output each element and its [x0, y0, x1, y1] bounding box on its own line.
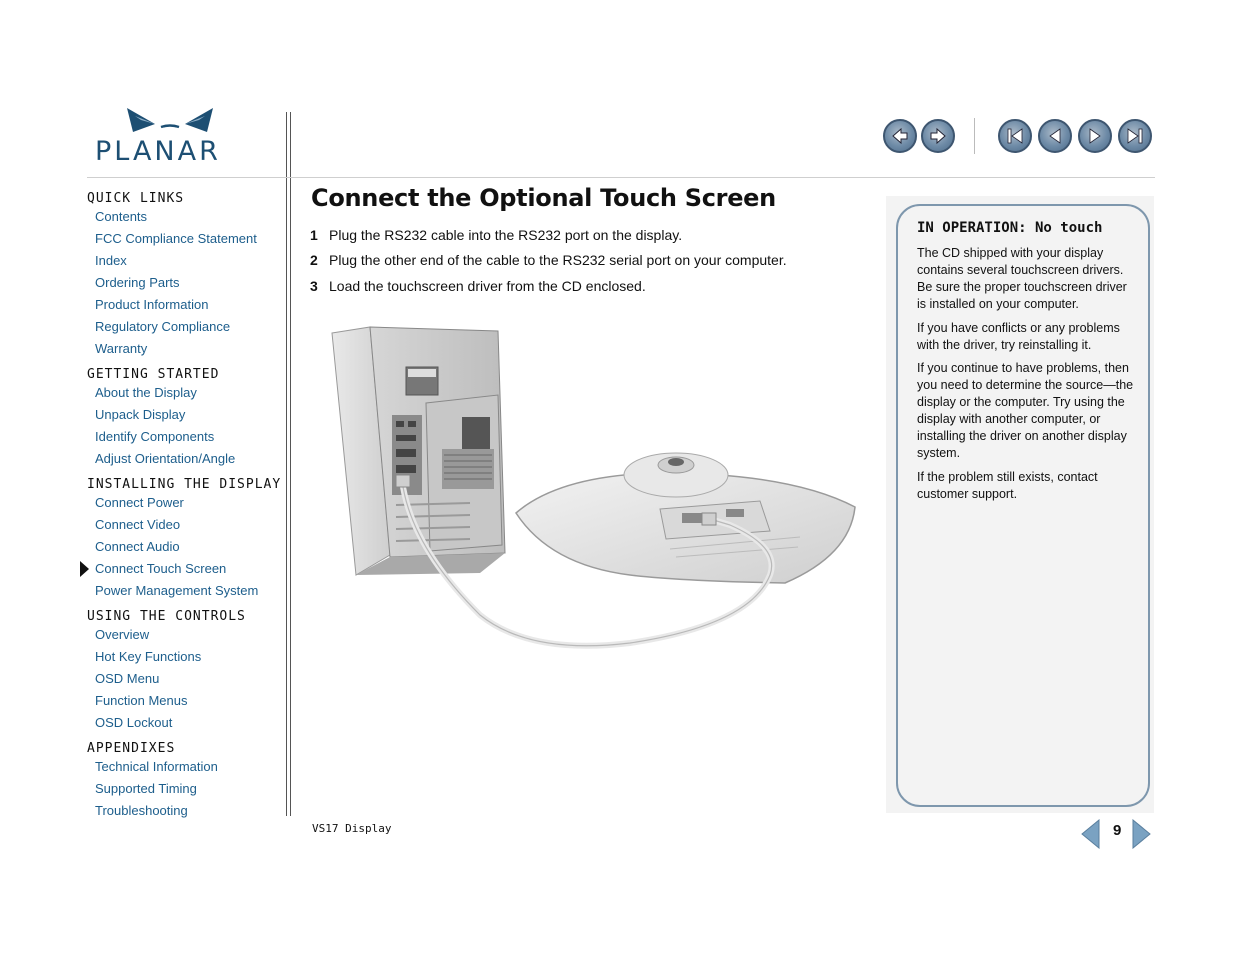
section-heading: QUICK LINKS — [87, 191, 185, 206]
sidebar-link-ordering-parts[interactable]: Ordering Parts — [95, 275, 180, 290]
step-2 — [310, 252, 787, 268]
step-number: 1 — [310, 227, 318, 243]
forward-button[interactable] — [921, 119, 955, 153]
sidebar-link-adjust-orientation[interactable]: Adjust Orientation/Angle — [95, 451, 236, 466]
next-page-arrow-icon[interactable] — [1131, 819, 1151, 849]
arrow-right-icon — [929, 127, 947, 145]
step-text: Plug the other end of the cable to the RS232 serial port on your computer. — [329, 252, 787, 268]
sidebar-link-power-management[interactable]: Power Management System — [95, 583, 259, 598]
nav-section-using-controls — [87, 608, 282, 736]
current-page-marker-icon — [80, 561, 89, 577]
tip-paragraph: If you have conflicts or any problems with the driver, try reinstalling it. — [917, 321, 1120, 352]
nav-section-getting-started — [87, 366, 282, 472]
document-name: VS17 Display — [312, 822, 392, 835]
sidebar-link-technical-information[interactable]: Technical Information — [95, 759, 218, 774]
step-3 — [310, 278, 646, 294]
last-page-button[interactable] — [1118, 119, 1152, 153]
section-heading: INSTALLING THE DISPLAY — [87, 477, 282, 492]
step-number: 2 — [310, 252, 318, 268]
tip-paragraph: If you continue to have problems, then you need to determine the source—the display or the computer. Try using the display with another computer, or installing the driver on another display system. — [917, 361, 1134, 460]
step-1 — [310, 227, 682, 243]
section-heading: GETTING STARTED — [87, 367, 220, 382]
sidebar-link-about-display[interactable]: About the Display — [95, 385, 197, 400]
nav-section-quick-links — [87, 190, 282, 362]
back-button[interactable] — [883, 119, 917, 153]
tip-paragraph: If the problem still exists, contact customer support. — [917, 470, 1098, 501]
header-rule — [87, 177, 1155, 178]
next-page-button[interactable] — [1078, 119, 1112, 153]
nav-section-installing — [87, 476, 282, 604]
previous-page-arrow-icon[interactable] — [1081, 819, 1101, 849]
nav-section-appendixes — [87, 740, 282, 824]
sidebar-link-regulatory-compliance[interactable]: Regulatory Compliance — [95, 319, 231, 334]
triangle-left-icon — [1046, 127, 1064, 145]
sidebar-link-connect-audio[interactable]: Connect Audio — [95, 539, 180, 554]
skip-last-icon — [1126, 127, 1144, 145]
step-number: 3 — [310, 278, 318, 294]
sidebar-divider — [286, 112, 287, 816]
sidebar-link-connect-touch-screen[interactable]: Connect Touch Screen — [95, 561, 227, 576]
sidebar-divider — [290, 112, 291, 816]
step-text: Plug the RS232 cable into the RS232 port on the display. — [329, 227, 683, 243]
sidebar-link-warranty[interactable]: Warranty — [95, 341, 148, 356]
sidebar-link-overview[interactable]: Overview — [95, 627, 150, 642]
step-text: Load the touchscreen driver from the CD enclosed. — [329, 278, 646, 294]
planar-logo — [95, 106, 250, 168]
sidebar-link-osd-menu[interactable]: OSD Menu — [95, 671, 160, 686]
section-heading: USING THE CONTROLS — [87, 609, 246, 624]
sidebar-link-fcc-compliance[interactable]: FCC Compliance Statement — [95, 231, 257, 246]
tip-paragraph: The CD shipped with your display contains several touchscreen drivers. Be sure the proper touchscreen driver is installed on your computer. — [917, 246, 1127, 311]
sidebar-link-hot-key-functions[interactable]: Hot Key Functions — [95, 649, 202, 664]
logo-mark-icon — [125, 106, 220, 136]
triangle-right-icon — [1086, 127, 1104, 145]
skip-first-icon — [1006, 127, 1024, 145]
tip-title: IN OPERATION: No touch — [917, 220, 1103, 236]
previous-page-button[interactable] — [1038, 119, 1072, 153]
sidebar-link-index[interactable]: Index — [95, 253, 127, 268]
page-number: 9 — [1113, 822, 1122, 839]
first-page-button[interactable] — [998, 119, 1032, 153]
nav-divider — [974, 118, 975, 154]
sidebar-nav — [87, 190, 282, 828]
sidebar-link-connect-video[interactable]: Connect Video — [95, 517, 181, 532]
page-title: Connect the Optional Touch Screen — [311, 184, 776, 212]
section-heading: APPENDIXES — [87, 741, 176, 756]
sidebar-link-troubleshooting[interactable]: Troubleshooting — [95, 803, 188, 818]
sidebar-link-unpack-display[interactable]: Unpack Display — [95, 407, 186, 422]
sidebar-link-osd-lockout[interactable]: OSD Lockout — [95, 715, 173, 730]
sidebar-link-function-menus[interactable]: Function Menus — [95, 693, 188, 708]
sidebar-link-identify-components[interactable]: Identify Components — [95, 429, 215, 444]
touch-screen-connection-illustration — [330, 325, 860, 655]
sidebar-link-connect-power[interactable]: Connect Power — [95, 495, 184, 510]
arrow-left-icon — [891, 127, 909, 145]
sidebar-link-supported-timing[interactable]: Supported Timing — [95, 781, 197, 796]
logo-text: PLANAR — [95, 136, 221, 167]
sidebar-link-contents[interactable]: Contents — [95, 209, 148, 224]
sidebar-link-product-information[interactable]: Product Information — [95, 297, 209, 312]
